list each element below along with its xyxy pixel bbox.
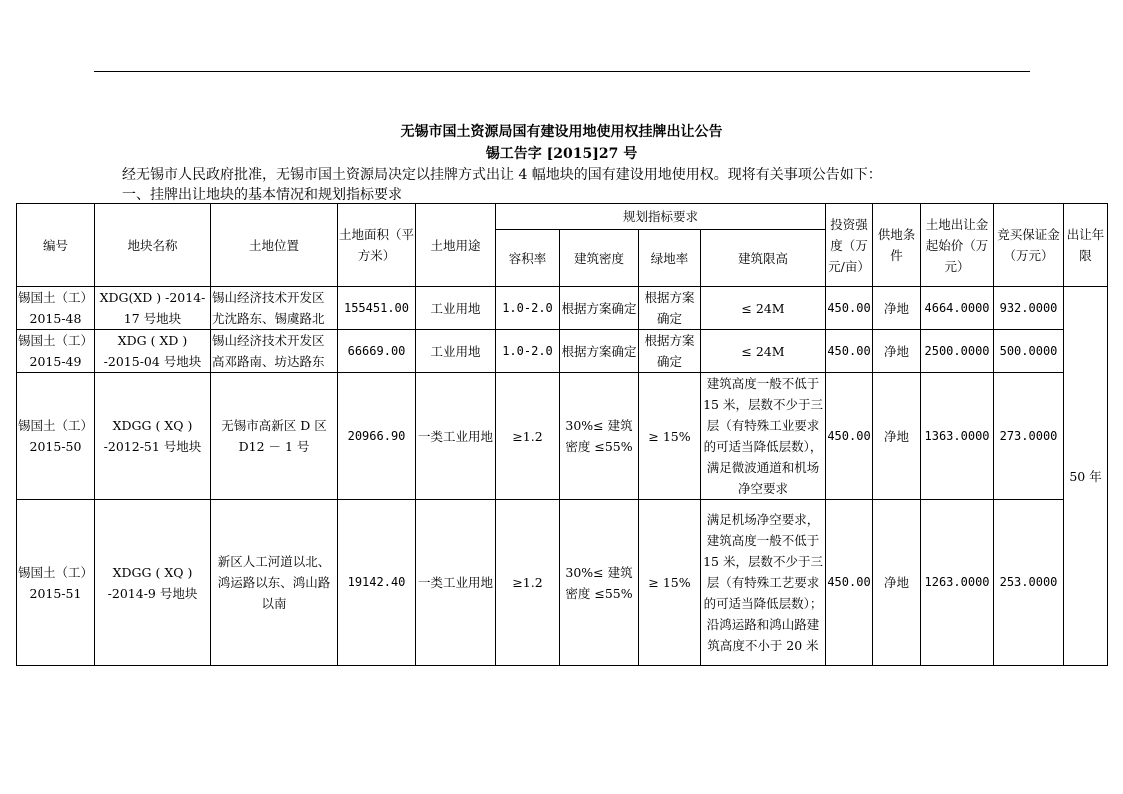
cell-far: 1.0-2.0 (496, 287, 560, 330)
cell-start-price: 4664.0000 (921, 287, 994, 330)
cell-supply: 净地 (873, 287, 921, 330)
cell-id: 锡国土（工）2015-49 (17, 330, 95, 373)
intro-paragraph: 经无锡市人民政府批准，无锡市国土资源局决定以挂牌方式出让 4 幅地块的国有建设用地使用权。现将有关事项公告如下： (122, 167, 882, 183)
cell-area: 19142.40 (338, 500, 416, 666)
cell-intensity: 450.00 (826, 330, 873, 373)
col-header-density: 建筑密度 (560, 230, 639, 287)
col-header-deposit: 竞买保证金（万元） (994, 204, 1064, 287)
cell-height: ≤ 24M (701, 287, 826, 330)
cell-location: 无锡市高新区 D 区 D12 － 1 号 (211, 373, 338, 500)
cell-id: 锡国土（工）2015-51 (17, 500, 95, 666)
col-header-term: 出让年限 (1064, 204, 1108, 287)
cell-use: 一类工业用地 (416, 373, 496, 500)
col-header-area: 土地面积（平方米） (338, 204, 416, 287)
cell-area: 20966.90 (338, 373, 416, 500)
cell-density: 30%≤ 建筑密度 ≤55% (560, 500, 639, 666)
cell-start-price: 1363.0000 (921, 373, 994, 500)
cell-location: 新区人工河道以北、鸿运路以东、鸿山路以南 (211, 500, 338, 666)
cell-intensity: 450.00 (826, 287, 873, 330)
col-header-intensity: 投资强度（万元/亩） (826, 204, 873, 287)
cell-intensity: 450.00 (826, 500, 873, 666)
cell-id: 锡国土（工）2015-48 (17, 287, 95, 330)
col-header-green: 绿地率 (639, 230, 701, 287)
cell-id: 锡国土（工）2015-50 (17, 373, 95, 500)
cell-density: 根据方案确定 (560, 330, 639, 373)
cell-intensity: 450.00 (826, 373, 873, 500)
col-header-planning: 规划指标要求 (496, 204, 826, 230)
cell-green: 根据方案确定 (639, 287, 701, 330)
cell-location: 锡山经济技术开发区尤沈路东、锡虞路北 (211, 287, 338, 330)
col-header-supply: 供地条件 (873, 204, 921, 287)
table-row (17, 373, 1108, 500)
cell-density: 根据方案确定 (560, 287, 639, 330)
col-header-far: 容积率 (496, 230, 560, 287)
cell-deposit: 932.0000 (994, 287, 1064, 330)
cell-supply: 净地 (873, 373, 921, 500)
cell-area: 66669.00 (338, 330, 416, 373)
cell-start-price: 2500.0000 (921, 330, 994, 373)
parcel-table (16, 203, 1108, 666)
cell-use: 工业用地 (416, 287, 496, 330)
cell-term: 50 年 (1064, 287, 1108, 666)
cell-supply: 净地 (873, 330, 921, 373)
cell-green: ≥ 15% (639, 500, 701, 666)
col-header-parcel: 地块名称 (95, 204, 211, 287)
col-header-start-price: 土地出让金起始价（万元） (921, 204, 994, 287)
col-header-location: 土地位置 (211, 204, 338, 287)
col-header-height: 建筑限高 (701, 230, 826, 287)
cell-parcel: XDG(XD ) -2014-17 号地块 (95, 287, 211, 330)
table-row (17, 330, 1108, 373)
cell-height: 满足机场净空要求，建筑高度一般不低于 15 米，层数不少于三层（有特殊工艺要求的可适当降低层数）；沿鸿运路和鸿山路建筑高度不小于 20 米 (701, 500, 826, 666)
cell-deposit: 253.0000 (994, 500, 1064, 666)
header-row-top (17, 204, 1108, 230)
cell-green: ≥ 15% (639, 373, 701, 500)
cell-area: 155451.00 (338, 287, 416, 330)
header-rule (94, 71, 1030, 72)
cell-use: 一类工业用地 (416, 500, 496, 666)
cell-density: 30%≤ 建筑密度 ≤55% (560, 373, 639, 500)
cell-height: 建筑高度一般不低于 15 米，层数不少于三层（有特殊工业要求的可适当降低层数），满足微波通道和机场净空要求 (701, 373, 826, 500)
cell-parcel: XDGG ( XQ ) -2014-9 号地块 (95, 500, 211, 666)
col-header-id: 编号 (17, 204, 95, 287)
document-number: 锡工告字 [2015]27 号 (485, 146, 638, 162)
cell-deposit: 500.0000 (994, 330, 1064, 373)
cell-height: ≤ 24M (701, 330, 826, 373)
cell-start-price: 1263.0000 (921, 500, 994, 666)
cell-far: ≥1.2 (496, 500, 560, 666)
table-row (17, 287, 1108, 330)
cell-use: 工业用地 (416, 330, 496, 373)
cell-supply: 净地 (873, 500, 921, 666)
announcement-title: 无锡市国土资源局国有建设用地使用权挂牌出让公告 (400, 124, 723, 140)
cell-green: 根据方案确定 (639, 330, 701, 373)
col-header-use: 土地用途 (416, 204, 496, 287)
cell-far: ≥1.2 (496, 373, 560, 500)
cell-parcel: XDGG ( XQ ) -2012-51 号地块 (95, 373, 211, 500)
cell-location: 锡山经济技术开发区高邓路南、坊达路东 (211, 330, 338, 373)
table-row (17, 500, 1108, 666)
cell-deposit: 273.0000 (994, 373, 1064, 500)
cell-parcel: XDG ( XD ) -2015-04 号地块 (95, 330, 211, 373)
cell-far: 1.0-2.0 (496, 330, 560, 373)
section-heading: 一、挂牌出让地块的基本情况和规划指标要求 (122, 187, 402, 203)
